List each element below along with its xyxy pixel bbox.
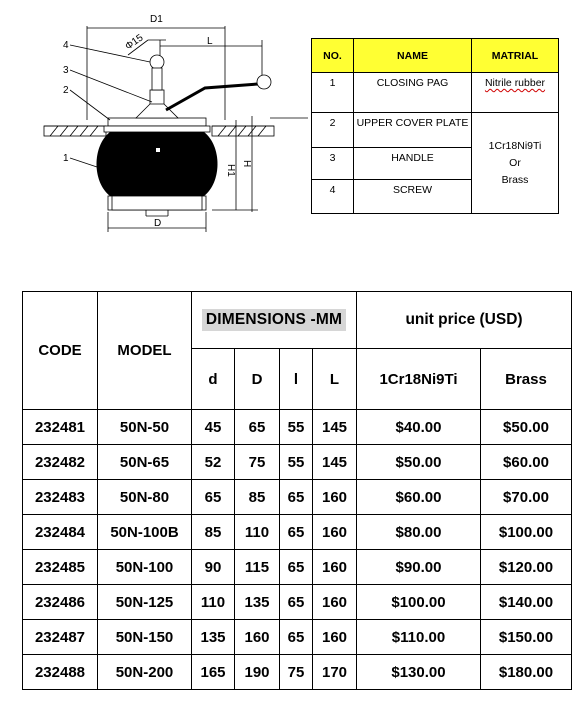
cell-l-large: 160 — [313, 620, 357, 655]
cell-price-steel: $40.00 — [357, 410, 481, 445]
cell-model: 50N-80 — [98, 480, 192, 515]
rubber-body — [97, 132, 218, 196]
header-price-brass: Brass — [481, 349, 572, 410]
parts-table — [311, 38, 559, 214]
parts-name-2: UPPER COVER PLATE — [354, 113, 472, 148]
price-table — [22, 291, 572, 690]
parts-material-shared — [472, 113, 559, 214]
cell-price-brass: $60.00 — [481, 445, 572, 480]
cell-d-large: 75 — [235, 445, 280, 480]
header-d-large: D — [235, 349, 280, 410]
cell-d-small: 85 — [192, 515, 235, 550]
cell-d-large: 135 — [235, 585, 280, 620]
table-row — [23, 410, 572, 445]
cell-price-brass: $100.00 — [481, 515, 572, 550]
cell-l-large: 145 — [313, 410, 357, 445]
dim-label-l: L — [207, 36, 213, 47]
parts-header-no: NO. — [312, 39, 354, 73]
cell-price-brass: $150.00 — [481, 620, 572, 655]
cell-l-small: 65 — [280, 550, 313, 585]
table-row — [23, 655, 572, 690]
header-l-small: l — [280, 349, 313, 410]
parts-no-3: 3 — [312, 148, 354, 180]
cell-d-small: 45 — [192, 410, 235, 445]
cell-price-steel: $100.00 — [357, 585, 481, 620]
dim-label-phi15: Φ15 — [123, 32, 146, 53]
cell-l-small: 65 — [280, 515, 313, 550]
parts-name-3: HANDLE — [354, 148, 472, 180]
cell-model: 50N-150 — [98, 620, 192, 655]
cell-price-steel: $50.00 — [357, 445, 481, 480]
cell-price-brass: $120.00 — [481, 550, 572, 585]
cell-price-steel: $130.00 — [357, 655, 481, 690]
cell-d-large: 85 — [235, 480, 280, 515]
dim-label-h: H — [241, 160, 252, 168]
cell-d-large: 65 — [235, 410, 280, 445]
parts-material-1 — [472, 73, 559, 113]
cell-l-large: 160 — [313, 585, 357, 620]
cell-price-steel: $110.00 — [357, 620, 481, 655]
cell-price-brass: $180.00 — [481, 655, 572, 690]
dim-label-h1: H1 — [225, 164, 236, 177]
cell-price-steel: $80.00 — [357, 515, 481, 550]
table-row — [23, 585, 572, 620]
parts-material-1-text: Nitrile rubber — [484, 77, 546, 89]
callout-3: 3 — [63, 65, 69, 76]
cell-l-small: 65 — [280, 480, 313, 515]
cell-l-small: 65 — [280, 620, 313, 655]
cell-d-large: 160 — [235, 620, 280, 655]
table-row — [23, 480, 572, 515]
cell-code: 232481 — [23, 410, 98, 445]
callout-1: 1 — [63, 153, 69, 164]
parts-no-2: 2 — [312, 113, 354, 148]
cell-code: 232484 — [23, 515, 98, 550]
cell-price-brass: $70.00 — [481, 480, 572, 515]
cell-d-small: 52 — [192, 445, 235, 480]
table-row — [23, 515, 572, 550]
parts-header-name: NAME — [354, 39, 472, 73]
cell-l-large: 145 — [313, 445, 357, 480]
table-row — [23, 445, 572, 480]
cell-price-steel: $60.00 — [357, 480, 481, 515]
cell-d-large: 190 — [235, 655, 280, 690]
cell-code: 232483 — [23, 480, 98, 515]
cell-model: 50N-50 — [98, 410, 192, 445]
material-line-3: Brass — [501, 173, 529, 186]
technical-drawing — [0, 0, 310, 240]
header-code: CODE — [23, 292, 98, 410]
callout-2: 2 — [63, 85, 69, 96]
cell-l-large: 160 — [313, 480, 357, 515]
header-l-large: L — [313, 349, 357, 410]
cell-d-small: 110 — [192, 585, 235, 620]
cell-l-small: 55 — [280, 410, 313, 445]
cell-code: 232482 — [23, 445, 98, 480]
cell-l-small: 55 — [280, 445, 313, 480]
cell-l-large: 160 — [313, 550, 357, 585]
header-d-small: d — [192, 349, 235, 410]
parts-no-4: 4 — [312, 180, 354, 214]
cell-d-large: 110 — [235, 515, 280, 550]
header-dimensions-label: DIMENSIONS -MM — [202, 309, 346, 331]
header-unit-price: unit price (USD) — [357, 292, 572, 349]
cell-d-small: 135 — [192, 620, 235, 655]
cell-d-small: 165 — [192, 655, 235, 690]
cell-d-small: 90 — [192, 550, 235, 585]
cell-d-large: 115 — [235, 550, 280, 585]
cell-d-small: 65 — [192, 480, 235, 515]
parts-header-material: MATRIAL — [472, 39, 559, 73]
material-line-1: 1Cr18Ni9Ti — [488, 139, 542, 152]
cell-model: 50N-100B — [98, 515, 192, 550]
parts-no-1: 1 — [312, 73, 354, 113]
header-price-steel: 1Cr18Ni9Ti — [357, 349, 481, 410]
cell-model: 50N-100 — [98, 550, 192, 585]
cell-code: 232485 — [23, 550, 98, 585]
parts-name-4: SCREW — [354, 180, 472, 214]
cell-l-large: 170 — [313, 655, 357, 690]
cell-model: 50N-125 — [98, 585, 192, 620]
cell-l-large: 160 — [313, 515, 357, 550]
material-line-2: Or — [509, 156, 521, 169]
cell-price-brass: $140.00 — [481, 585, 572, 620]
cell-price-brass: $50.00 — [481, 410, 572, 445]
header-model: MODEL — [98, 292, 192, 410]
table-row — [23, 550, 572, 585]
cell-code: 232487 — [23, 620, 98, 655]
cell-model: 50N-200 — [98, 655, 192, 690]
dim-label-d: D — [154, 218, 162, 229]
callout-4: 4 — [63, 40, 69, 51]
header-dimensions — [192, 292, 357, 349]
parts-name-1: CLOSING PAG — [354, 73, 472, 113]
cell-l-small: 65 — [280, 585, 313, 620]
cell-code: 232488 — [23, 655, 98, 690]
cell-model: 50N-65 — [98, 445, 192, 480]
cell-code: 232486 — [23, 585, 98, 620]
cell-price-steel: $90.00 — [357, 550, 481, 585]
table-row — [23, 620, 572, 655]
cell-l-small: 75 — [280, 655, 313, 690]
dim-label-d1: D1 — [150, 14, 163, 25]
